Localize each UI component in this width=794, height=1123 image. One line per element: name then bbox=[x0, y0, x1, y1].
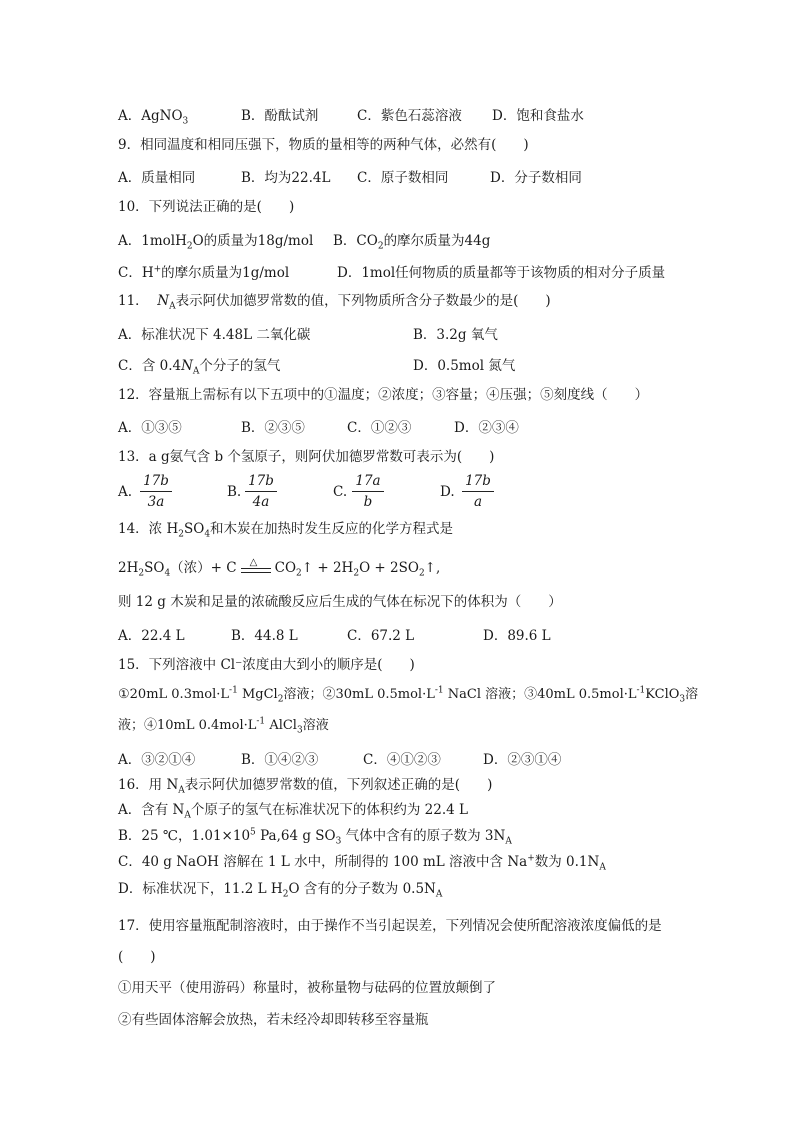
q10-option-d: D．1mol任何物质的质量都等于该物质的相对分子质量 bbox=[337, 265, 666, 281]
q16-option-d: D．标准状况下，11.2 L $H_2O$ 含有的分子数为 $0.5N_A$ bbox=[118, 881, 443, 900]
q10-option-b: B．$CO_2$的摩尔质量为44g bbox=[333, 233, 491, 252]
q8-option-a: A．AgNO$_3$ bbox=[118, 108, 189, 127]
q10-option-c: C．H+的摩尔质量为1g/mol bbox=[118, 264, 290, 281]
q13-label-a: A. bbox=[118, 484, 133, 500]
q11-option-c: C．含 $0.4N_A$个分子的氢气 bbox=[118, 358, 281, 377]
q13-label-d: D. bbox=[440, 484, 455, 500]
q10-option-a: A．1molH$_2$O的质量为18g/mol bbox=[118, 233, 314, 252]
q8-option-b: B．酚酞试剂 bbox=[241, 108, 319, 124]
q14-option-b: B．44.8 L bbox=[231, 628, 298, 644]
q12-stem: 12．容量瓶上需标有以下五项中的①温度；②浓度；③容量；④压强；⑤刻度线（ ） bbox=[118, 387, 649, 403]
q9-option-c: C．原子数相同 bbox=[357, 170, 449, 186]
q13-stem: 13．a g氨气含 b 个氢原子，则阿伏加德罗常数可表示为( ) bbox=[118, 449, 495, 465]
q17-item-1: ①用天平（使用游码）称量时，被称量物与砝码的位置放颠倒了 bbox=[118, 980, 496, 996]
q15-option-b: B．①④②③ bbox=[241, 752, 319, 768]
q13-label-c: C. bbox=[333, 484, 348, 500]
q17-stem: 17．使用容量瓶配制溶液时，由于操作不当引起误差，下列情况会使所配溶液浓度偏低的是 bbox=[118, 918, 662, 934]
q14-option-d: D．89.6 L bbox=[483, 628, 551, 644]
q12-option-a: A．①③⑤ bbox=[118, 420, 182, 436]
q9-option-d: D．分子数相同 bbox=[490, 170, 582, 186]
q12-option-c: C．①②③ bbox=[347, 420, 412, 436]
q13-fraction-c: $\frac{17a}{b}$ bbox=[352, 473, 384, 510]
q13-fraction-a: $\frac{17b}{3a}$ bbox=[140, 473, 172, 510]
q11-option-b: B．3.2g 氧气 bbox=[413, 327, 498, 343]
q14-stem: 14．浓 $H_2SO_4$和木炭在加热时发生反应的化学方程式是 bbox=[118, 521, 454, 540]
q13-fraction-b: $\frac{17b}{4a}$ bbox=[245, 473, 277, 510]
q16-option-c: C．40 g NaOH 溶解在 1 L 水中，所制得的 100 mL 溶液中含 Na+数为 $0.1N_A$ bbox=[118, 853, 606, 873]
q15-option-d: D．②③①④ bbox=[483, 752, 562, 768]
q15-list-line-2: 液；④10mL $0.4mol\cdot L^{-1}$ AlCl$_3$溶液 bbox=[118, 716, 329, 736]
q14-option-c: C．67.2 L bbox=[347, 628, 415, 644]
q8-option-d: D．饱和食盐水 bbox=[492, 108, 584, 124]
q13-label-b: B. bbox=[227, 484, 242, 500]
q15-option-a: A．③②①④ bbox=[118, 752, 196, 768]
q15-option-c: C．④①②③ bbox=[363, 752, 441, 768]
q14-option-a: A．22.4 L bbox=[118, 628, 185, 644]
q16-option-a: A．含有 $N_A$个原子的氢气在标准状况下的体积约为 22.4 L bbox=[118, 802, 468, 821]
q12-option-d: D．②③④ bbox=[454, 420, 519, 436]
q8-option-c: C．紫色石蕊溶液 bbox=[357, 108, 462, 124]
q12-option-b: B．②③⑤ bbox=[241, 420, 305, 436]
q17-item-2: ②有些固体溶解会放热，若未经冷却即转移至容量瓶 bbox=[118, 1012, 429, 1028]
q15-stem: 15．下列溶液中 Cl⁻浓度由大到小的顺序是( ) bbox=[118, 657, 415, 673]
q14-question: 则 12 g 木炭和足量的浓硫酸反应后生成的气体在标况下的体积为（ ） bbox=[118, 594, 562, 610]
q16-option-b: B．25 ℃，$1.01\times 10^5$ Pa,64 g $SO_3$ 气体中含有的原子数为 $3N_A$ bbox=[118, 827, 512, 847]
q9-stem: 9．相同温度和相同压强下，物质的量相等的两种气体，必然有( ) bbox=[118, 137, 529, 153]
q14-equation: $2H_2SO_4$（浓）+ C △ $CO_2↑ + 2H_2O$ + $2SO_2↑$, bbox=[118, 556, 441, 579]
q11-option-d: D．0.5mol 氮气 bbox=[413, 358, 516, 374]
q17-paren: ( ) bbox=[118, 949, 156, 965]
q15-list-line-1: ①20mL $0.3mol\cdot L^{-1}$ MgCl$_2$溶液；②30mL $0.5mol\cdot L^{-1}$ NaCl 溶液；③40mL $0.5mol\cdot L^{-1}KClO_3$溶 bbox=[118, 685, 699, 705]
q10-stem: 10．下列说法正确的是( ) bbox=[118, 199, 295, 215]
q9-option-b: B．均为22.4L bbox=[241, 170, 331, 186]
q16-stem: 16．用 $N_A$表示阿伏加德罗常数的值，下列叙述正确的是( ) bbox=[118, 777, 493, 796]
q11-stem: 11． $N_A$表示阿伏加德罗常数的值，下列物质所含分子数最少的是( ) bbox=[118, 293, 551, 312]
q9-option-a: A．质量相同 bbox=[118, 170, 196, 186]
heat-equals-sign: △ bbox=[241, 563, 271, 575]
q13-fraction-d: $\frac{17b}{a}$ bbox=[462, 473, 494, 510]
q11-option-a: A．标准状况下 4.48L 二氧化碳 bbox=[118, 327, 311, 343]
